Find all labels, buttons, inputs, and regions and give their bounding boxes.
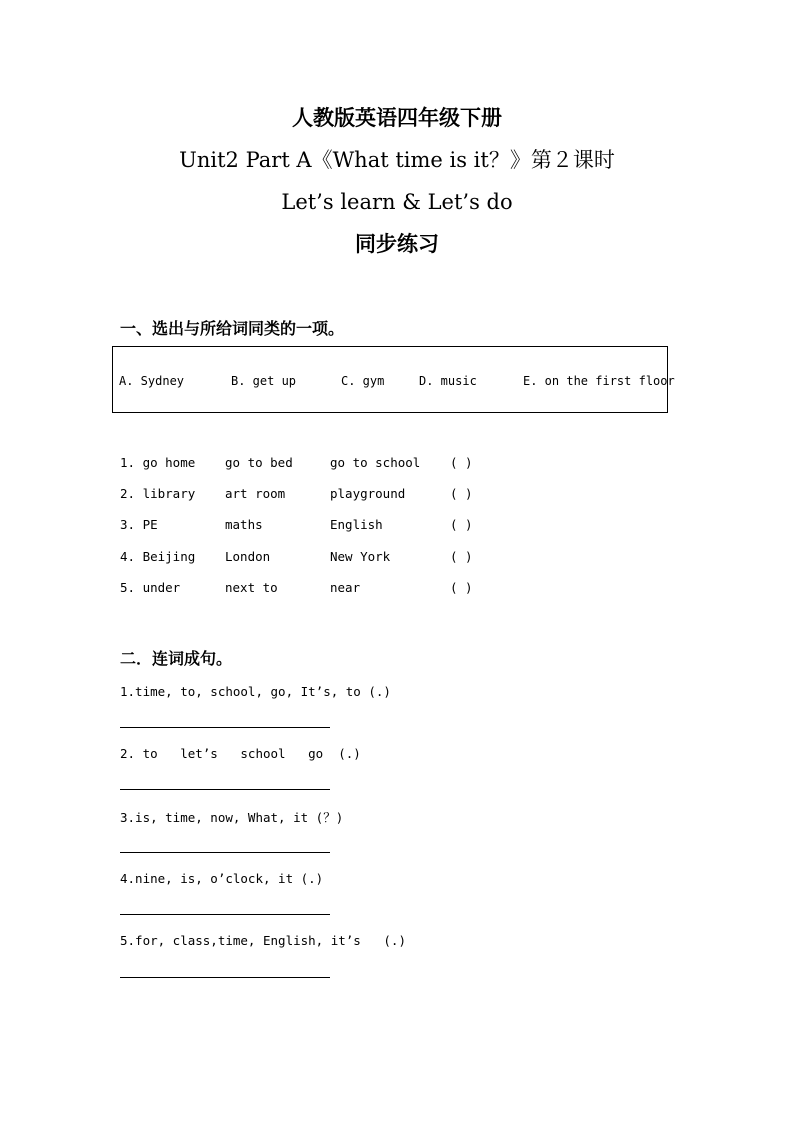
answer-blank[interactable]: ( ): [450, 580, 473, 595]
question-word-3: playground: [330, 486, 406, 501]
answer-line[interactable]: [120, 789, 330, 790]
sentence-prompt: 5.for, class,time, English, it’s (.): [120, 933, 406, 948]
answer-line[interactable]: [120, 852, 330, 853]
question-word-2: art room: [225, 486, 286, 501]
lesson-title: Let’s learn & Let’s do: [281, 190, 513, 214]
option-a: A. Sydney: [119, 374, 185, 388]
section2-heading: 二．连词成句。: [120, 649, 233, 668]
question-word-1: 2. library: [120, 486, 196, 501]
sentence-prompt: 1.time, to, school, go, It’s, to (.): [120, 684, 391, 699]
sentence-prompt: 4.nine, is, o’clock, it (.): [120, 871, 324, 886]
question-word-1: 4. Beijing: [120, 549, 196, 564]
question-word-1: 5. under: [120, 580, 181, 595]
option-c: C. gym: [341, 374, 385, 388]
answer-line[interactable]: [120, 727, 330, 728]
question-word-3: New York: [330, 549, 391, 564]
question-word-2: London: [225, 549, 271, 564]
sentence-prompt: 3.is, time, now, What, it (？): [120, 810, 344, 825]
answer-blank[interactable]: ( ): [450, 486, 473, 501]
question-word-3: English: [330, 517, 383, 532]
question-word-2: maths: [225, 517, 263, 532]
answer-blank[interactable]: ( ): [450, 455, 473, 470]
answer-line[interactable]: [120, 914, 330, 915]
option-e: E. on the first floor: [523, 374, 675, 388]
answer-blank[interactable]: ( ): [450, 517, 473, 532]
question-word-2: next to: [225, 580, 278, 595]
option-b: B. get up: [231, 374, 297, 388]
unit-title: Unit2 Part A《What time is it？》第２课时: [179, 148, 615, 172]
page-title: 人教版英语四年级下册: [292, 105, 502, 130]
question-word-2: go to bed: [225, 455, 293, 470]
answer-line[interactable]: [120, 977, 330, 978]
question-word-1: 3. PE: [120, 517, 158, 532]
options-box: [112, 346, 675, 413]
question-word-3: go to school: [330, 455, 421, 470]
sentence-prompt: 2. to let’s school go (.): [120, 746, 361, 761]
answer-blank[interactable]: ( ): [450, 549, 473, 564]
question-word-3: near: [330, 580, 361, 595]
practice-title: 同步练习: [355, 231, 439, 256]
question-word-1: 1. go home: [120, 455, 196, 470]
section1-heading: 一、选出与所给词同类的一项。: [120, 319, 345, 338]
option-d: D. music: [419, 374, 477, 388]
